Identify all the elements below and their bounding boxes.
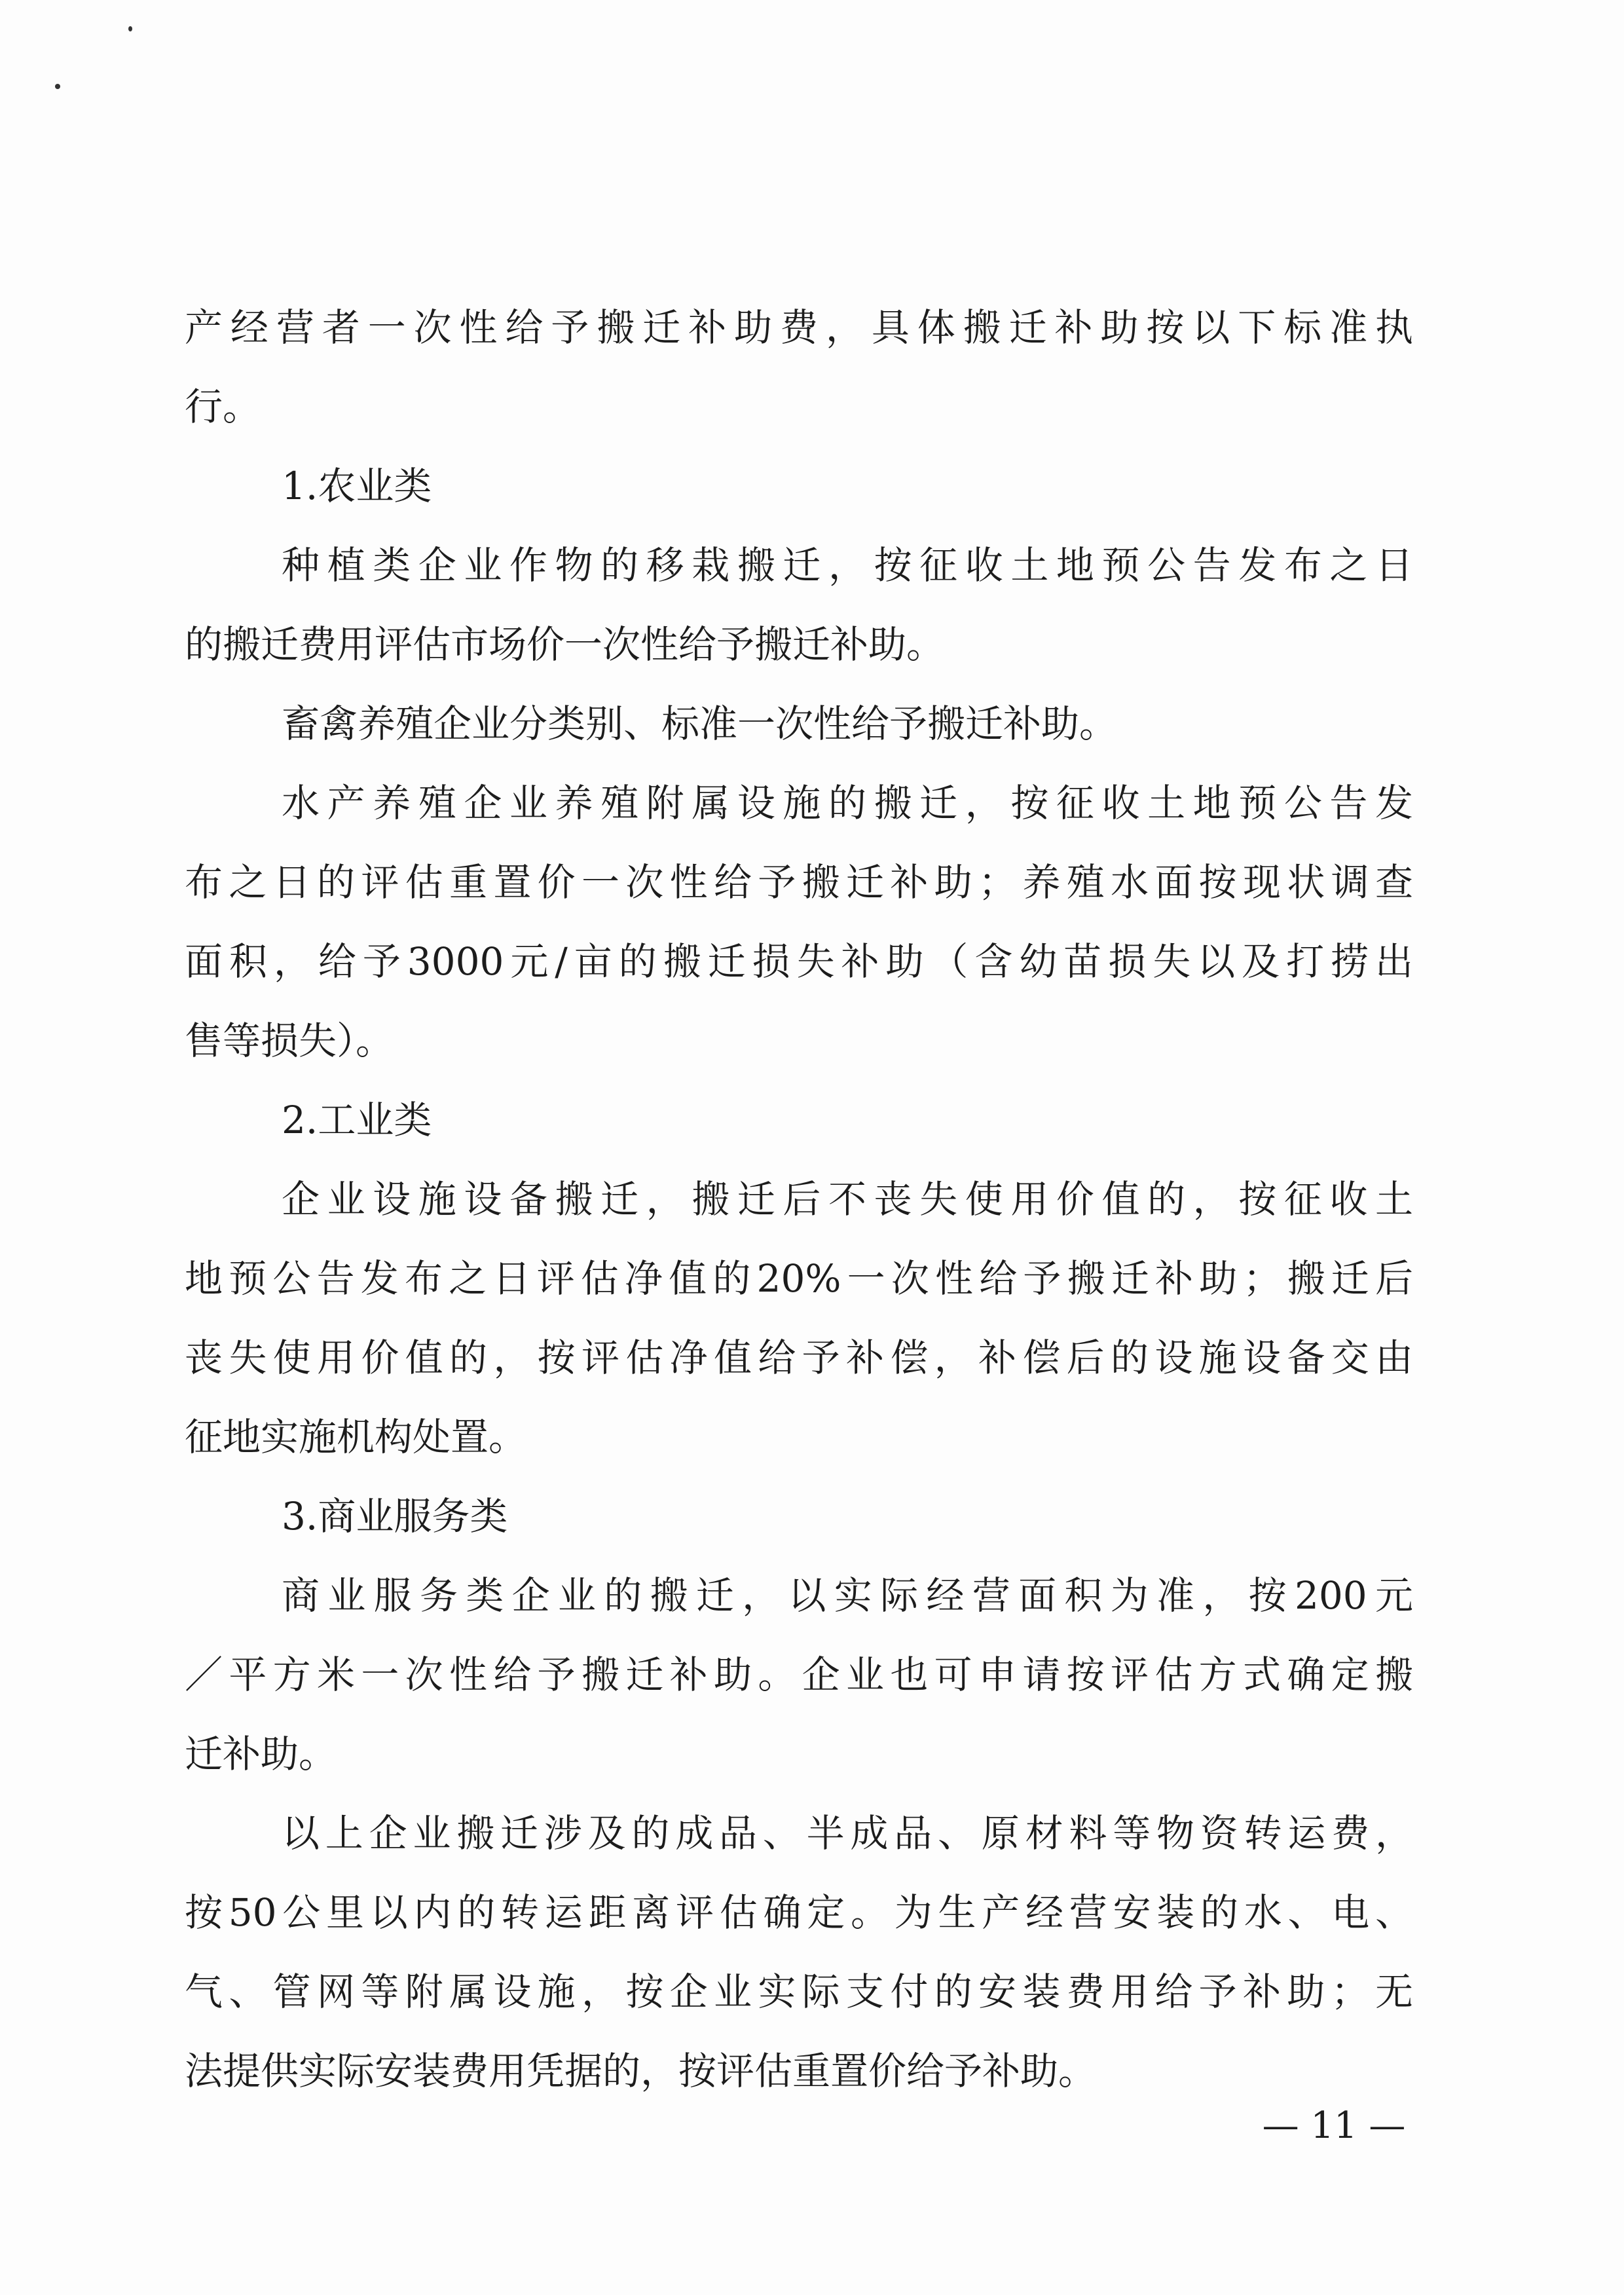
paragraph-line: 售等损失）。 [185, 1018, 394, 1063]
paragraph-line: 种植类企业作物的移栽搬迁，按征收土地预公告发布之日 [282, 543, 1413, 588]
paragraph-line: 布之日的评估重置价一次性给予搬迁补助；养殖水面按现状调查 [185, 860, 1413, 905]
paragraph-line: ／平方米一次性给予搬迁补助。企业也可申请按评估方式确定搬 [185, 1652, 1413, 1697]
paragraph-line: 企业设施设备搬迁，搬迁后不丧失使用价值的，按征收土 [282, 1177, 1413, 1222]
paragraph-line: 产经营者一次性给予搬迁补助费，具体搬迁补助按以下标准执 [185, 305, 1413, 350]
paragraph-line: 行。 [185, 384, 261, 429]
paragraph-line: 畜禽养殖企业分类别、标准一次性给予搬迁补助。 [282, 701, 1118, 746]
paragraph-line: 地预公告发布之日评估净值的20%一次性给予搬迁补助；搬迁后 [185, 1256, 1413, 1301]
paragraph-line: 商业服务类企业的搬迁，以实际经营面积为准，按200元 [282, 1573, 1413, 1618]
section-heading-industry: 2.工业类 [282, 1098, 432, 1142]
paragraph-line: 以上企业搬迁涉及的成品、半成品、原材料等物资转运费， [282, 1811, 1413, 1856]
body-text [185, 288, 1413, 2111]
paragraph-line: 水产养殖企业养殖附属设施的搬迁，按征收土地预公告发 [282, 781, 1413, 825]
scan-speck [128, 26, 132, 31]
paragraph-line: 的搬迁费用评估市场价一次性给予搬迁补助。 [185, 622, 945, 667]
section-heading-commercial: 3.商业服务类 [282, 1494, 508, 1539]
paragraph-line: 丧失使用价值的，按评估净值给予补偿，补偿后的设施设备交由 [185, 1335, 1413, 1380]
scan-speck [55, 84, 60, 89]
paragraph-line: 迁补助。 [185, 1732, 337, 1776]
paragraph-line: 法提供实际安装费用凭据的，按评估重置价给予补助。 [185, 2049, 1097, 2093]
section-heading-agriculture: 1.农业类 [282, 464, 432, 508]
paragraph-line: 征地实施机构处置。 [185, 1415, 527, 1459]
paragraph-line: 面积，给予3000元/亩的搬迁损失补助（含幼苗损失以及打捞出 [185, 939, 1413, 984]
paragraph-line: 按50公里以内的转运距离评估确定。为生产经营安装的水、电、 [185, 1890, 1413, 1935]
paragraph-line: 气、管网等附属设施，按企业实际支付的安装费用给予补助；无 [185, 1969, 1413, 2014]
page-number: — 11 — [1262, 2104, 1406, 2147]
